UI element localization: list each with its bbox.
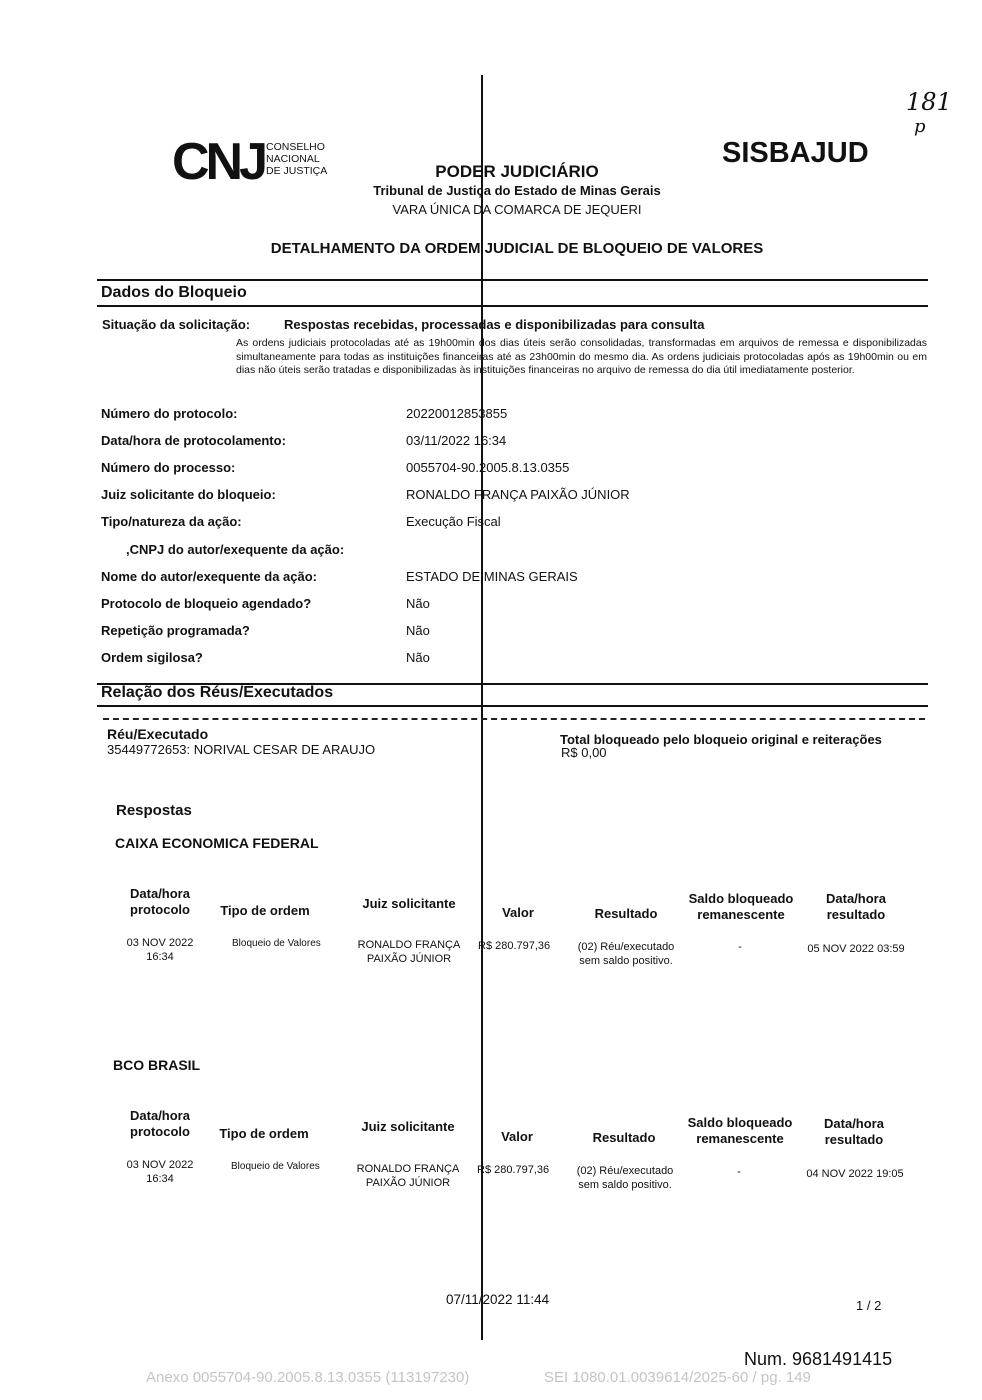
cell-valor: R$ 280.797,36 [478,940,551,952]
document-title: DETALHAMENTO DA ORDEM JUDICIAL DE BLOQUEIO DE VALORES [270,240,764,257]
field-label: Protocolo de bloqueio agendado? [101,596,312,611]
system-name: SISBAJUD [722,137,869,169]
poder-judiciario: PODER JUDICIÁRIO [435,162,599,181]
cell-saldo: - [737,1166,741,1178]
cell-data-protocolo: 03 NOV 2022 16:34 [126,937,194,963]
cell-saldo: - [738,941,742,953]
cell-valor: R$ 280.797,36 [477,1164,550,1176]
reu-label: Réu/Executado [107,726,209,742]
header-juiz: Juiz solicitante [361,1119,455,1134]
cell-juiz: RONALDO FRANÇA PAIXÃO JÚNIOR [357,939,461,965]
field-value: 03/11/2022 16:34 [406,433,507,448]
tribunal-name: Tribunal de Justiça do Estado de Minas Gerais [373,183,661,198]
header-data-protocolo: Data/hora protocolo [130,1108,190,1139]
field-label: Ordem sigilosa? [101,650,203,665]
field-value: 20220012853855 [406,406,508,421]
bank-name: BCO BRASIL [113,1057,201,1073]
total-bloqueado-value: R$ 0,00 [561,745,607,760]
reus-rule-bottom [97,705,928,707]
section-reus: Relação dos Réus/Executados [101,684,334,701]
field-value: 0055704-90.2005.8.13.0355 [406,460,570,475]
field-label: Data/hora de protocolamento: [101,433,286,448]
field-value: Não [406,623,430,638]
print-timestamp: 07/11/2022 11:44 [446,1292,550,1307]
bank-name: CAIXA ECONOMICA FEDERAL [115,835,319,851]
field-value: RONALDO FRANÇA PAIXÃO JÚNIOR [406,487,630,502]
field-value: Execução Fiscal [406,514,501,529]
cell-resultado: (02) Réu/executado sem saldo positivo. [577,941,675,967]
field-label: Tipo/natureza da ação: [101,514,242,529]
header-tipo-ordem: Tipo de ordem [220,903,310,918]
cell-data-protocolo: 03 NOV 2022 16:34 [126,1159,194,1185]
header-tipo-ordem: Tipo de ordem [219,1126,309,1141]
field-label: Número do protocolo: [101,406,238,421]
header-saldo: Saldo bloqueado remanescente [687,1115,793,1146]
reus-dashed-rule [103,718,925,720]
field-value: Não [406,596,430,611]
cnj-logo-line3: DE JUSTIÇA [266,165,328,177]
respostas-title: Respostas [116,802,192,819]
cell-tipo-ordem: Bloqueio de Valores [232,938,321,949]
scan-artifact-line [481,75,483,1340]
header-resultado: Resultado [592,1130,656,1145]
situacao-value: Respostas recebidas, processadas e disponibilizadas para consulta [284,317,705,332]
header-resultado: Resultado [594,906,658,921]
header-valor: Valor [501,1129,533,1144]
page-indicator: 1 / 2 [856,1298,882,1313]
protocol-schedule-note: As ordens judiciais protocoladas até as 19h00min dos dias úteis serão consolidadas, transformadas em arquivos de remessa e disponibilizadas simultaneamente para todas as instituições financeiras até as 23h00min do mesmo dia. As ordens judiciais protocoladas após as 19h00min ou em dias não úteis serão tratadas e disponibilizadas às instituições financeiras no arquivo de remessa do dia útil imediatamente posterior. [236,337,927,376]
field-label: ,CNPJ do autor/exequente da ação: [126,542,345,557]
cell-data-resultado: 05 NOV 2022 03:59 [807,943,905,955]
cnj-logo-mark: CNJ [172,133,265,191]
handwritten-initial: p [914,116,926,137]
header-data-resultado: Data/hora resultado [824,1116,884,1147]
section-dados-bloqueio: Dados do Bloqueio [101,284,247,301]
situacao-label: Situação da solicitação: [102,317,251,332]
cell-tipo-ordem: Bloqueio de Valores [231,1161,320,1172]
section-rule-top [97,279,928,281]
handwritten-page-number: 181 [906,88,952,116]
field-value: ESTADO DE MINAS GERAIS [406,569,578,584]
cnj-logo-line1: CONSELHO [266,141,325,153]
cell-data-resultado: 04 NOV 2022 19:05 [806,1168,904,1180]
cnj-logo [172,133,265,191]
cnj-logo-line2: NACIONAL [266,153,320,165]
anexo-stamp: Anexo 0055704-90.2005.8.13.0355 (113197230) [146,1369,470,1386]
header-data-resultado: Data/hora resultado [826,891,886,922]
section-rule-bottom [97,305,928,307]
field-label: Nome do autor/exequente da ação: [101,569,317,584]
vara-name: VARA ÚNICA DA COMARCA DE JEQUERI [392,202,642,217]
field-label: Repetição programada? [101,623,250,638]
cell-resultado: (02) Réu/executado sem saldo positivo. [576,1165,674,1191]
total-bloqueado-label: Total bloqueado pelo bloqueio original e reiterações [560,732,882,747]
field-label: Juiz solicitante do bloqueio: [101,487,276,502]
cell-juiz: RONALDO FRANÇA PAIXÃO JÚNIOR [356,1163,460,1189]
field-label: Número do processo: [101,460,236,475]
header-juiz: Juiz solicitante [362,896,456,911]
header-saldo: Saldo bloqueado remanescente [688,891,794,922]
sei-stamp: SEI 1080.01.0039614/2025-60 / pg. 149 [544,1369,811,1386]
header-valor: Valor [502,905,534,920]
reu-value: 35449772653: NORIVAL CESAR DE ARAUJO [107,742,376,757]
document-number: Num. 9681491415 [744,1349,893,1369]
field-value: Não [406,650,430,665]
header-data-protocolo: Data/hora protocolo [130,886,190,917]
